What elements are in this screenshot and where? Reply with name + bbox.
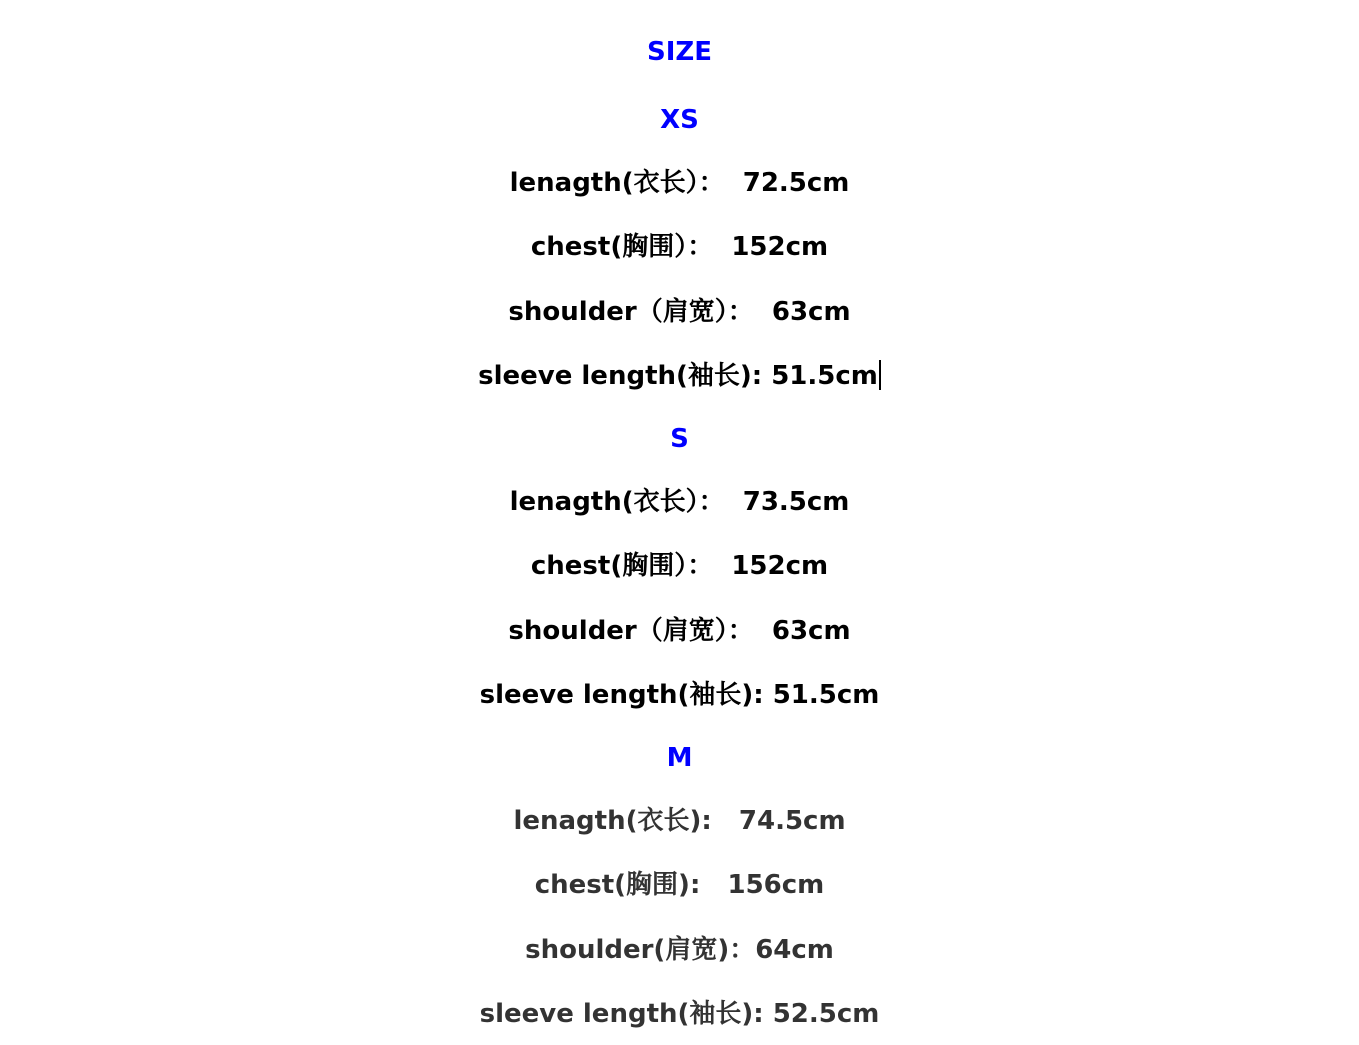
m-sleeve: sleeve length(袖长): 52.5cm [479, 999, 880, 1029]
size-label-s: S [670, 424, 689, 454]
xs-sleeve-row[interactable] [0, 359, 1359, 393]
s-chest: chest(胸围）： 152cm [530, 551, 829, 581]
s-length: lenagth(衣长）： 73.5cm [509, 487, 850, 517]
m-chest: chest(胸围): 156cm [534, 870, 825, 900]
xs-sleeve: sleeve length(袖长): 51.5cm [478, 361, 878, 391]
page-title: SIZE [646, 37, 712, 67]
size-label-xs: XS [660, 105, 699, 135]
text-cursor [879, 360, 881, 390]
xs-length: lenagth(衣长）： 72.5cm [509, 168, 850, 198]
m-length: lenagth(衣长): 74.5cm [513, 806, 846, 836]
s-shoulder: shoulder（肩宽）： 63cm [508, 616, 851, 646]
xs-chest: chest(胸围）： 152cm [530, 232, 829, 262]
m-shoulder: shoulder(肩宽)：64cm [525, 935, 834, 965]
xs-shoulder: shoulder（肩宽）： 63cm [508, 297, 851, 327]
s-sleeve: sleeve length(袖长): 51.5cm [479, 680, 880, 710]
size-label-m: M [666, 743, 693, 773]
